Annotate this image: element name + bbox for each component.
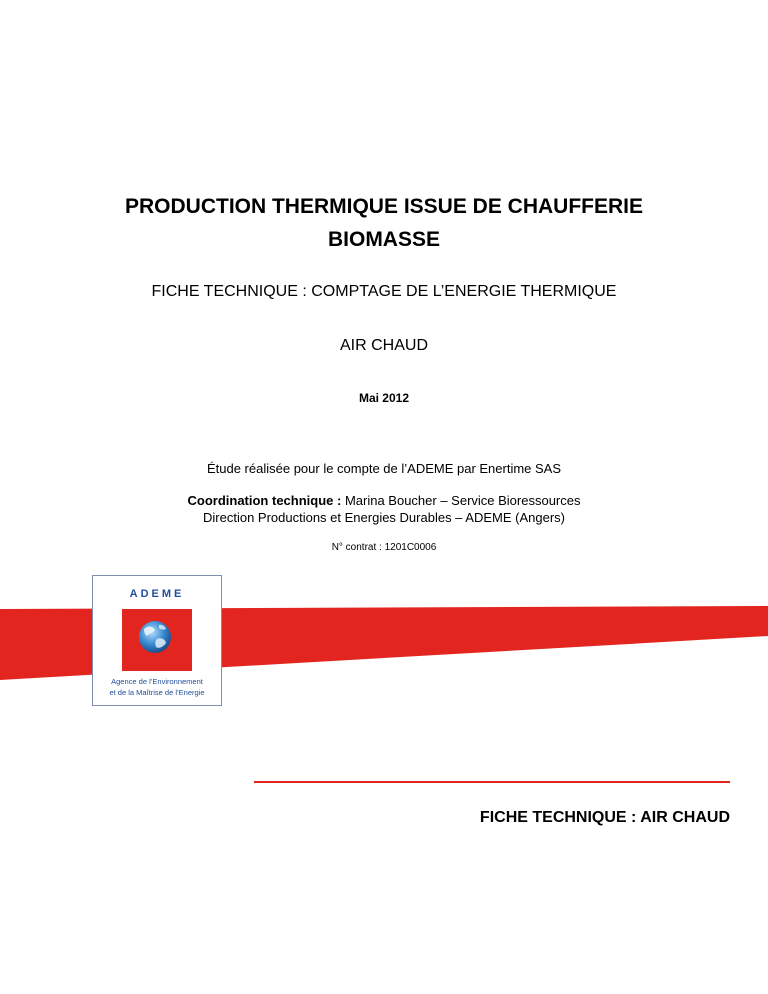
coordination-line-1 (0, 492, 768, 509)
footer-divider (254, 781, 730, 783)
logo-caption-line-2: et de la Maîtrise de l’Energie (109, 688, 205, 697)
title-line-1: PRODUCTION THERMIQUE ISSUE DE CHAUFFERIE (124, 195, 644, 218)
coordination-label: Coordination technique : (187, 493, 342, 508)
contract-number: N° contrat : 1201C0006 (331, 542, 437, 553)
logo-caption-line-1: Agence de l’Environnement (111, 677, 203, 686)
document-subtitle: FICHE TECHNIQUE : COMPTAGE DE L’ENERGIE THERMIQUE (151, 283, 617, 300)
study-statement: Étude réalisée pour le compte de l’ADEME par Enertime SAS (206, 461, 562, 476)
logo-caption (95, 676, 219, 698)
footer-title: FICHE TECHNIQUE : AIR CHAUD (479, 809, 730, 826)
document-date: Mai 2012 (358, 391, 410, 405)
page-title (0, 190, 768, 256)
title-line-2: BIOMASSE (327, 228, 440, 251)
logo-wordmark: ADEME (129, 588, 185, 600)
coordination-block (0, 492, 768, 526)
document-theme: AIR CHAUD (339, 337, 428, 354)
coordination-line-2: Direction Productions et Energies Durables – ADEME (Angers) (203, 510, 565, 525)
logo-red-square (122, 609, 192, 671)
ademe-logo (92, 575, 222, 706)
globe-icon (122, 609, 192, 671)
coordination-value: Marina Boucher – Service Bioressources (341, 493, 581, 508)
